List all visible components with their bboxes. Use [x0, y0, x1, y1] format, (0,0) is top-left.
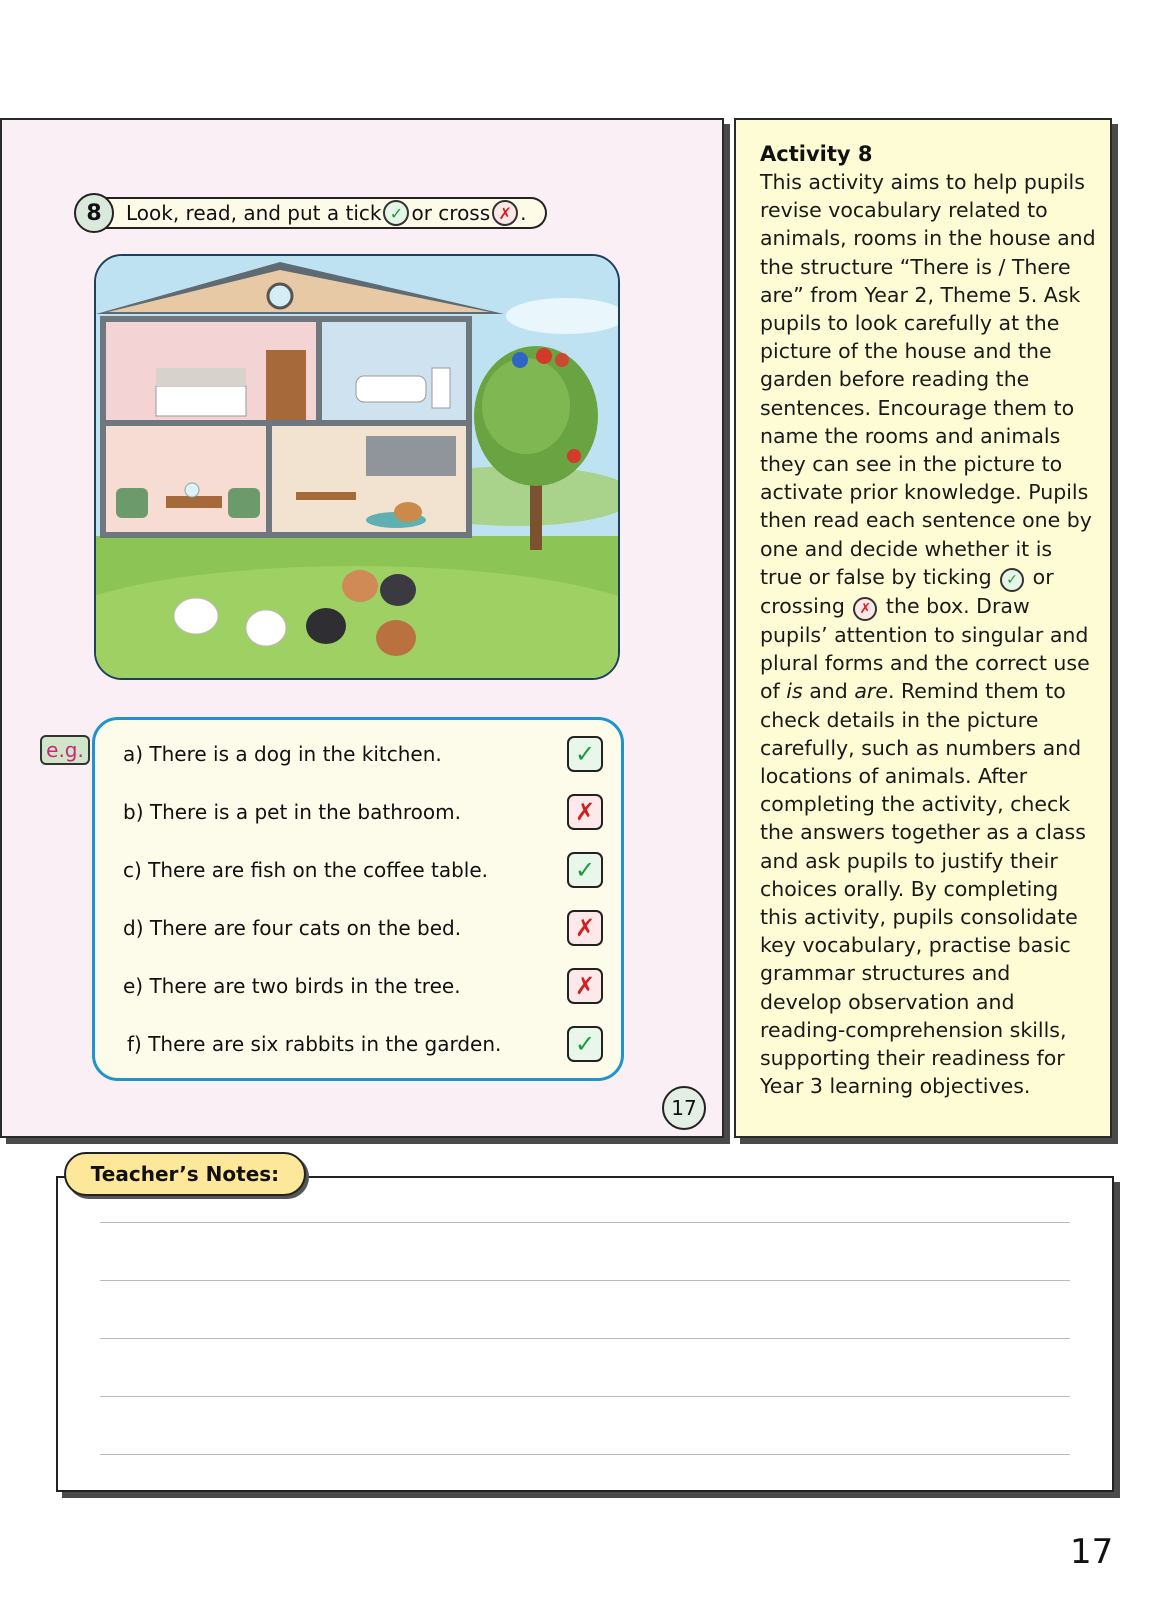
guide-text-2: or crossing: [760, 564, 1054, 618]
guide-text-and: and: [809, 679, 848, 704]
page-number: 17: [1070, 1532, 1114, 1572]
writing-line: [100, 1222, 1070, 1223]
guide-body: [760, 168, 1098, 1100]
sentence-text: e) There are two birds in the tree.: [123, 974, 461, 998]
guide-text-4: . Remind them to check details in the picture carefully, such as numbers and locations of animals. After completing the activity, check the answers together as a class and ask pupils to justify their choices orally. By completing this activity, pupils consolidate key vocabulary, practise basic grammar structures and develop observation and reading-comprehension skills, supporting their readiness for Year 3 learning objectives.: [760, 679, 1086, 1099]
house-garden-illustration: [94, 254, 620, 680]
instruction-end: .: [520, 201, 527, 225]
teacher-guide-panel: [734, 118, 1112, 1138]
instruction-middle: or cross: [411, 201, 491, 225]
guide-text-3: the box. Draw pupils’ attention to singular and plural forms and the correct use of: [760, 593, 1090, 704]
answer-checkbox[interactable]: ✗: [567, 794, 603, 830]
list-item: [123, 1024, 603, 1064]
teacher-notes-box[interactable]: [56, 1176, 1114, 1492]
cross-icon: ✗: [492, 200, 518, 226]
writing-line: [100, 1338, 1070, 1339]
list-item: [123, 850, 603, 890]
list-item: [123, 966, 603, 1006]
activity-number: 8: [74, 193, 114, 233]
page-badge: 17: [662, 1086, 706, 1130]
sentence-text: b) There is a pet in the bathroom.: [123, 800, 461, 824]
cross-icon: ✗: [853, 597, 877, 621]
answer-checkbox[interactable]: ✓: [567, 736, 603, 772]
guide-em-are: are: [854, 679, 888, 704]
sentence-text: d) There are four cats on the bed.: [123, 916, 462, 940]
teacher-notes-label: Teacher’s Notes:: [64, 1152, 306, 1196]
activity-instruction: [74, 196, 564, 230]
writing-line: [100, 1396, 1070, 1397]
instruction-before: Look, read, and put a tick: [126, 201, 382, 225]
answer-checkbox[interactable]: ✓: [567, 1026, 603, 1062]
answer-checkbox[interactable]: ✗: [567, 910, 603, 946]
house-garden-image: [96, 256, 620, 680]
guide-text-1: This activity aims to help pupils revise vocabulary related to animals, rooms in the house and the structure “There is / There are” from Year 2, Theme 5. Ask pupils to look carefully at the picture of the house and the garden before reading the sentences. Encourage them to name the rooms and animals they can see in the picture to activate prior knowledge. Pupils then read each sentence one by one and decide whether it is true or false by ticking: [760, 170, 1096, 589]
sentence-list: [92, 717, 624, 1081]
sentence-text: f) There are six rabbits in the garden.: [127, 1032, 502, 1056]
tick-icon: ✓: [383, 200, 409, 226]
writing-line: [100, 1280, 1070, 1281]
tick-icon: ✓: [1000, 568, 1024, 592]
sentence-text: c) There are fish on the coffee table.: [123, 858, 488, 882]
list-item: [123, 734, 603, 774]
instruction-text: [106, 197, 547, 229]
guide-em-is: is: [786, 679, 803, 704]
example-label: e.g.: [40, 735, 90, 765]
pupil-page: [0, 118, 724, 1138]
list-item: [123, 792, 603, 832]
guide-title: Activity 8: [760, 142, 873, 166]
answer-checkbox[interactable]: ✗: [567, 968, 603, 1004]
list-item: [123, 908, 603, 948]
answer-checkbox[interactable]: ✓: [567, 852, 603, 888]
writing-line: [100, 1454, 1070, 1455]
sentence-text: a) There is a dog in the kitchen.: [123, 742, 442, 766]
